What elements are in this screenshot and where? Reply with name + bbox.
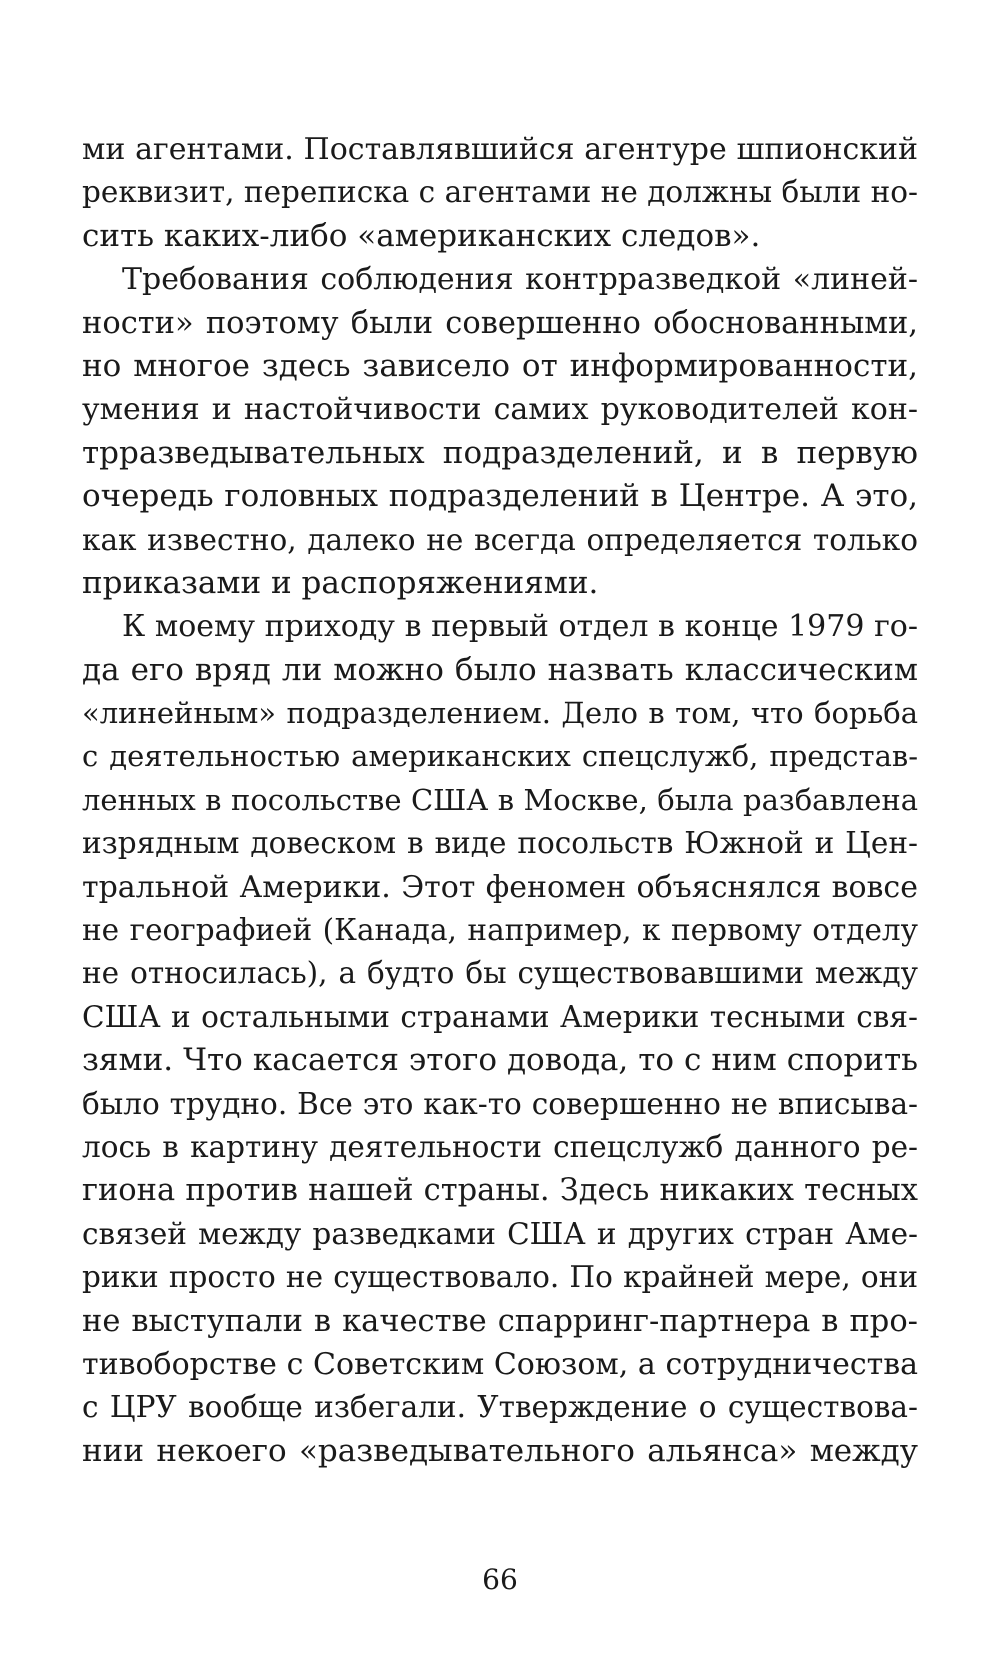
- text-line: не географией (Канада, например, к первому отделу: [82, 913, 918, 948]
- text-line: как известно, далеко не всегда определяется только: [82, 522, 918, 557]
- text-line: с ЦРУ вообще избегали. Утверждение о существова-: [82, 1390, 918, 1425]
- text-line: не относилась), а будто бы существовавшими между: [82, 956, 918, 991]
- text-line: гиона против нашей страны. Здесь никаких тесных: [82, 1173, 918, 1209]
- text-line: тральной Америки. Этот феномен объяснялся вовсе: [82, 869, 918, 905]
- text-line: но многое здесь зависело от информированности,: [82, 347, 918, 384]
- text-line: ми агентами. Поставлявшийся агентуре шпионский: [82, 132, 918, 167]
- page-body: [82, 128, 918, 1473]
- text-line: умения и настойчивости самих руководителей кон-: [82, 392, 918, 428]
- text-line: «линейным» подразделением. Дело в том, что борьба: [82, 696, 918, 731]
- text-line: сить каких-либо «американских следов».: [82, 217, 761, 254]
- text-line: не выступали в качестве спарринг-партнера в про-: [82, 1303, 918, 1339]
- text-line: изрядным довеском в виде посольств Южной и Цен-: [82, 826, 918, 861]
- text-line: Требования соблюдения контрразведкой «линей-: [122, 262, 918, 298]
- text-line: да его вряд ли можно было назвать классическим: [82, 651, 918, 688]
- text-line: очередь головных подразделений в Центре. А это,: [82, 478, 918, 515]
- text-line: трразведывательных подразделений, и в первую: [82, 434, 918, 471]
- text-line: лось в картину деятельности спецслужб данного ре-: [82, 1129, 918, 1164]
- text-line: связей между разведками США и других стран Аме-: [82, 1216, 918, 1251]
- text-line: зями. Что касается этого довода, то с ним спорить: [82, 1042, 918, 1079]
- text-line: было трудно. Все это как-то совершенно не вписыва-: [82, 1086, 918, 1121]
- text-line: рики просто не существовало. По крайней мере, они: [82, 1260, 918, 1295]
- text-line: ленных в посольстве США в Москве, была разбавлена: [82, 782, 918, 817]
- text-line: тивоборстве с Советским Союзом, а сотрудничества: [82, 1346, 918, 1382]
- text-line: с деятельностью американских спецслужб, представ-: [82, 739, 918, 774]
- page-number: 66: [482, 1563, 518, 1596]
- text-line: ности» поэтому были совершенно обоснованными,: [82, 305, 918, 341]
- text-line: США и остальными странами Америки тесными свя-: [82, 999, 918, 1034]
- text-line: нии некоего «разведывательного альянса» между: [82, 1432, 918, 1469]
- text-line: К моему приходу в первый отдел в конце 1979 го-: [122, 609, 918, 645]
- text-line: реквизит, переписка с агентами не должны были но-: [82, 175, 918, 210]
- text-line: приказами и распоряжениями.: [82, 564, 599, 601]
